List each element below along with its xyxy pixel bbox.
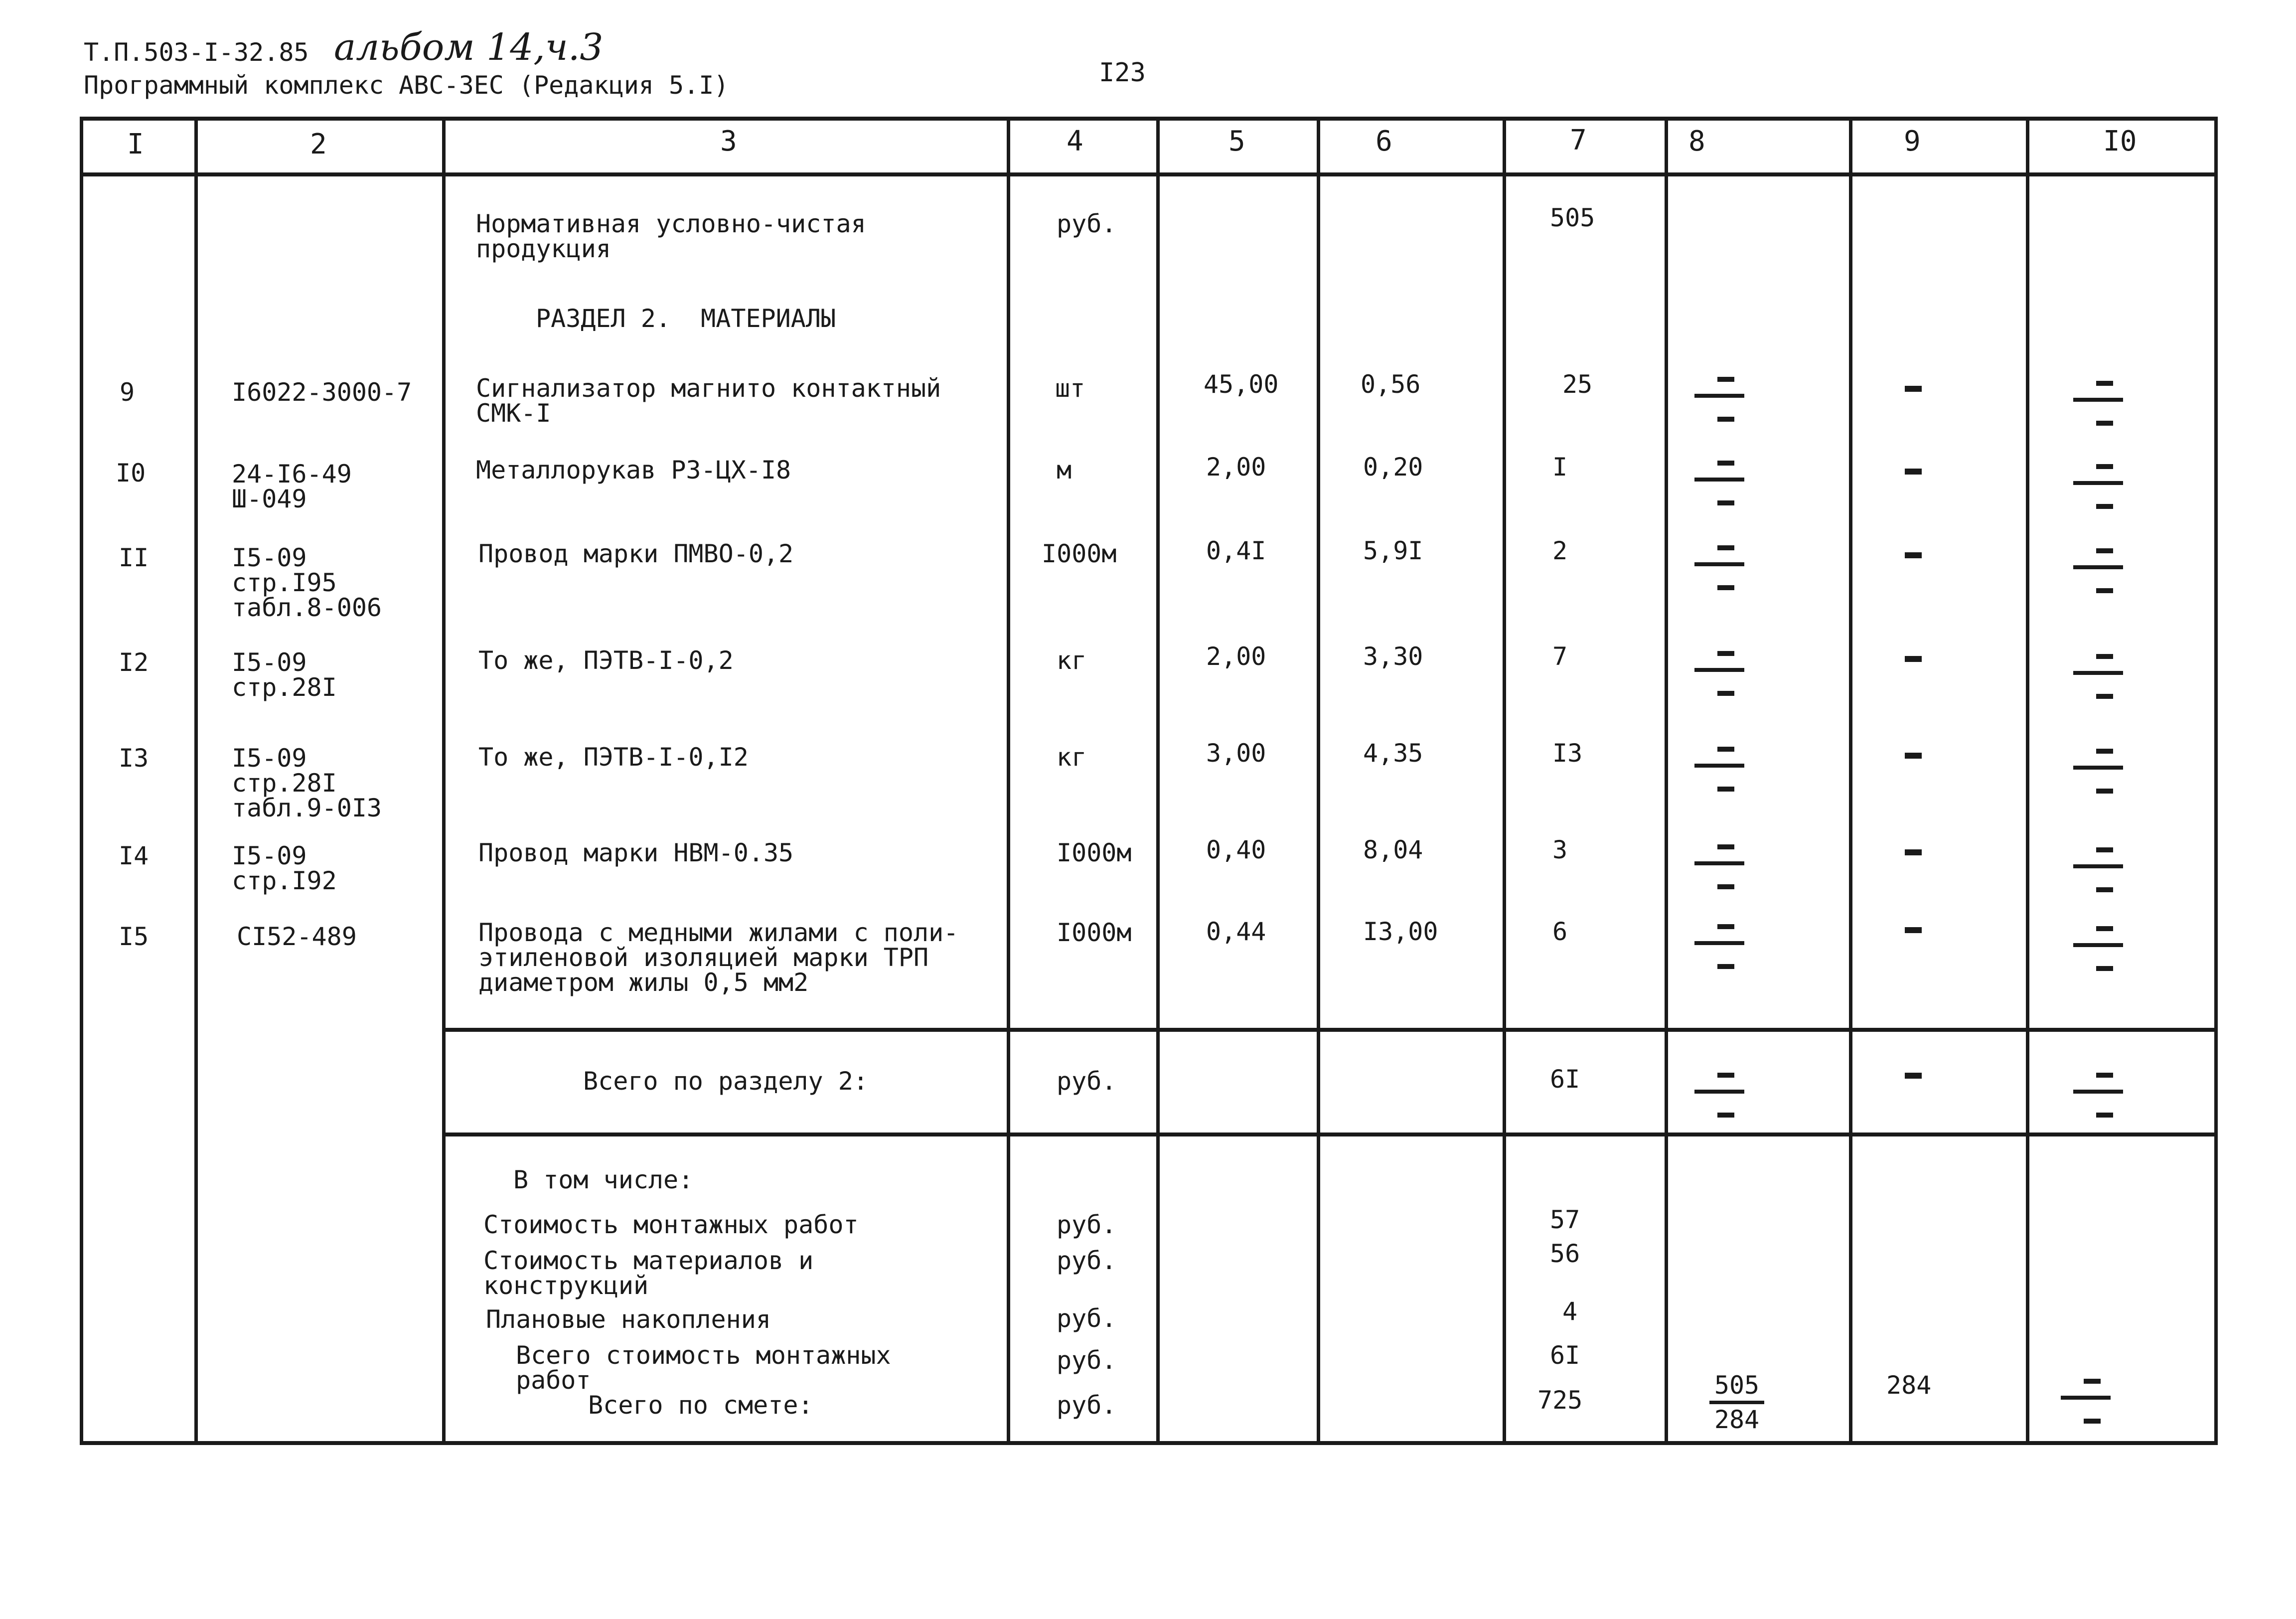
item-quantity: I3,00 (1363, 917, 1438, 946)
col-divider-5 (1317, 117, 1320, 1445)
item-number: I2 (119, 648, 149, 677)
item-name: Металлорукав РЗ-ЦХ-I8 (476, 456, 791, 485)
column-header: 3 (720, 125, 737, 158)
item-name: Провод марки НВМ-0.35 (478, 838, 794, 867)
item-price: 3,00 (1206, 739, 1266, 768)
summary-label: Всего по смете: (588, 1391, 813, 1420)
item-code: I5-09 стр.I95 табл.8-006 (232, 543, 382, 622)
item-value-col7: 3 (1552, 835, 1568, 864)
item-quantity: 0,56 (1361, 370, 1421, 399)
dash-mark (1905, 753, 1922, 759)
item-number: II (119, 543, 149, 572)
item-quantity: 4,35 (1363, 739, 1423, 768)
summary-label: Плановые накопления (486, 1305, 771, 1334)
item-value-col7: 505 (1550, 203, 1595, 232)
summary-unit: руб. (1057, 1246, 1117, 1275)
item-price: 2,00 (1206, 642, 1266, 671)
section-title: РАЗДЕЛ 2. МАТЕРИАЛЫ (536, 304, 836, 333)
table-right-border (2214, 117, 2218, 1445)
col-divider-2 (442, 117, 446, 1445)
column-header: 6 (1376, 125, 1392, 158)
estimate-table (80, 117, 2218, 1445)
item-number: I0 (116, 459, 146, 487)
col-divider-9 (2026, 117, 2029, 1445)
item-unit: кг (1057, 743, 1087, 772)
document-code: Т.П.503-I-32.85 (84, 38, 309, 67)
item-code: I5-09 стр.I92 (232, 841, 337, 895)
col-divider-6 (1503, 117, 1506, 1445)
item-name: То же, ПЭТВ-I-0,2 (478, 646, 734, 675)
dash-mark (1905, 927, 1922, 933)
item-price: 0,44 (1206, 917, 1266, 946)
item-quantity: 3,30 (1363, 642, 1423, 671)
item-name: То же, ПЭТВ-I-0,I2 (478, 743, 749, 772)
column-header: 8 (1688, 125, 1705, 158)
section-total-label: Всего по разделу 2: (583, 1067, 868, 1096)
column-header: 5 (1228, 125, 1245, 158)
item-unit: м (1057, 456, 1072, 485)
summary-value: 57 (1550, 1205, 1580, 1234)
fraction-denominator: 284 (1714, 1405, 1760, 1434)
total-fraction (1709, 1373, 1764, 1432)
col-divider-1 (194, 117, 198, 1445)
item-code: 24-I6-49 Ш-049 (232, 460, 352, 513)
item-quantity: 5,9I (1363, 536, 1423, 565)
item-unit: I000м (1057, 838, 1132, 867)
header-bottom-border (80, 172, 2218, 176)
item-unit: I000м (1042, 539, 1117, 568)
item-name: Нормативная условно-чистая продукция (476, 209, 866, 263)
program-name: Программный комплекс АВС-3ЕС (Редакция 5.I) (84, 71, 729, 100)
table-left-border (80, 117, 83, 1445)
section-total-value: 6I (1550, 1065, 1580, 1094)
section-total-unit: руб. (1057, 1067, 1117, 1096)
summary-label: Стоимость материалов и конструкций (483, 1246, 814, 1300)
dash-mark (1905, 469, 1922, 475)
item-value-col7: 7 (1552, 642, 1568, 671)
item-number: I3 (119, 744, 149, 773)
item-quantity: 8,04 (1363, 835, 1423, 864)
item-code: I5-09 стр.28I табл.9-0I3 (232, 744, 382, 822)
item-price: 2,00 (1206, 453, 1266, 482)
col-divider-8 (1849, 117, 1852, 1445)
item-code: СI52-489 (237, 922, 357, 951)
item-value-col7: 6 (1552, 917, 1568, 946)
dash-mark (1905, 386, 1922, 392)
summary-unit: руб. (1057, 1210, 1117, 1239)
item-quantity: 0,20 (1363, 453, 1423, 482)
item-value-col7: 25 (1562, 370, 1593, 399)
column-header: 4 (1067, 125, 1083, 158)
item-number: 9 (120, 378, 135, 407)
summary-value: 725 (1537, 1386, 1583, 1415)
summary-unit: руб. (1057, 1391, 1117, 1420)
summary-value: 4 (1562, 1297, 1578, 1326)
item-name: Сигнализатор магнито контактный СМК-I (476, 374, 941, 428)
item-unit: шт (1055, 374, 1085, 403)
item-code: I6022-3000-7 (232, 378, 412, 407)
summary-unit: руб. (1057, 1346, 1117, 1375)
fraction-numerator: 505 (1709, 1373, 1764, 1404)
item-price: 0,4I (1206, 536, 1266, 565)
item-unit: кг (1057, 646, 1087, 675)
column-header: 2 (310, 128, 327, 161)
column-header: 9 (1904, 125, 1921, 158)
dash-mark (1905, 656, 1922, 662)
item-price: 0,40 (1206, 835, 1266, 864)
item-price: 45,00 (1204, 370, 1279, 399)
table-bottom-border (80, 1441, 2218, 1445)
summary-label: Всего стоимость монтажных работ (516, 1341, 891, 1395)
item-name: Провода с медными жилами с поли- этиленовой изоляцией марки ТРП диаметром жилы 0,5 мм2 (478, 918, 959, 997)
summary-heading: В том числе: (513, 1165, 694, 1194)
dash-mark (1905, 849, 1922, 855)
summary-value: 6I (1550, 1341, 1580, 1370)
column-header: I0 (2103, 125, 2137, 158)
item-unit: руб. (1057, 209, 1117, 238)
item-number: I4 (119, 841, 149, 870)
summary-value-col9: 284 (1886, 1371, 1932, 1400)
page-number: I23 (1099, 58, 1146, 88)
item-unit: I000м (1057, 918, 1132, 947)
summary-unit: руб. (1057, 1304, 1117, 1333)
item-value-col7: I3 (1552, 739, 1583, 768)
col-divider-4 (1156, 117, 1160, 1445)
summary-value: 56 (1550, 1239, 1580, 1268)
section-total-top-border (442, 1028, 2218, 1032)
table-top-border (80, 117, 2218, 121)
column-header: I (127, 128, 144, 161)
summary-label: Стоимость монтажных работ (483, 1210, 859, 1239)
album-note: альбом 14,ч.3 (334, 26, 604, 69)
column-header: 7 (1570, 124, 1587, 157)
dash-mark (1905, 1073, 1922, 1079)
item-name: Провод марки ПМВО-0,2 (478, 539, 794, 568)
item-number: I5 (119, 922, 149, 951)
col-divider-7 (1665, 117, 1668, 1445)
item-code: I5-09 стр.28I (232, 648, 337, 702)
item-value-col7: 2 (1552, 536, 1568, 565)
col-divider-3 (1007, 117, 1010, 1445)
item-value-col7: I (1552, 453, 1568, 482)
dash-mark (1905, 552, 1922, 558)
section-total-bottom-border (442, 1133, 2218, 1136)
